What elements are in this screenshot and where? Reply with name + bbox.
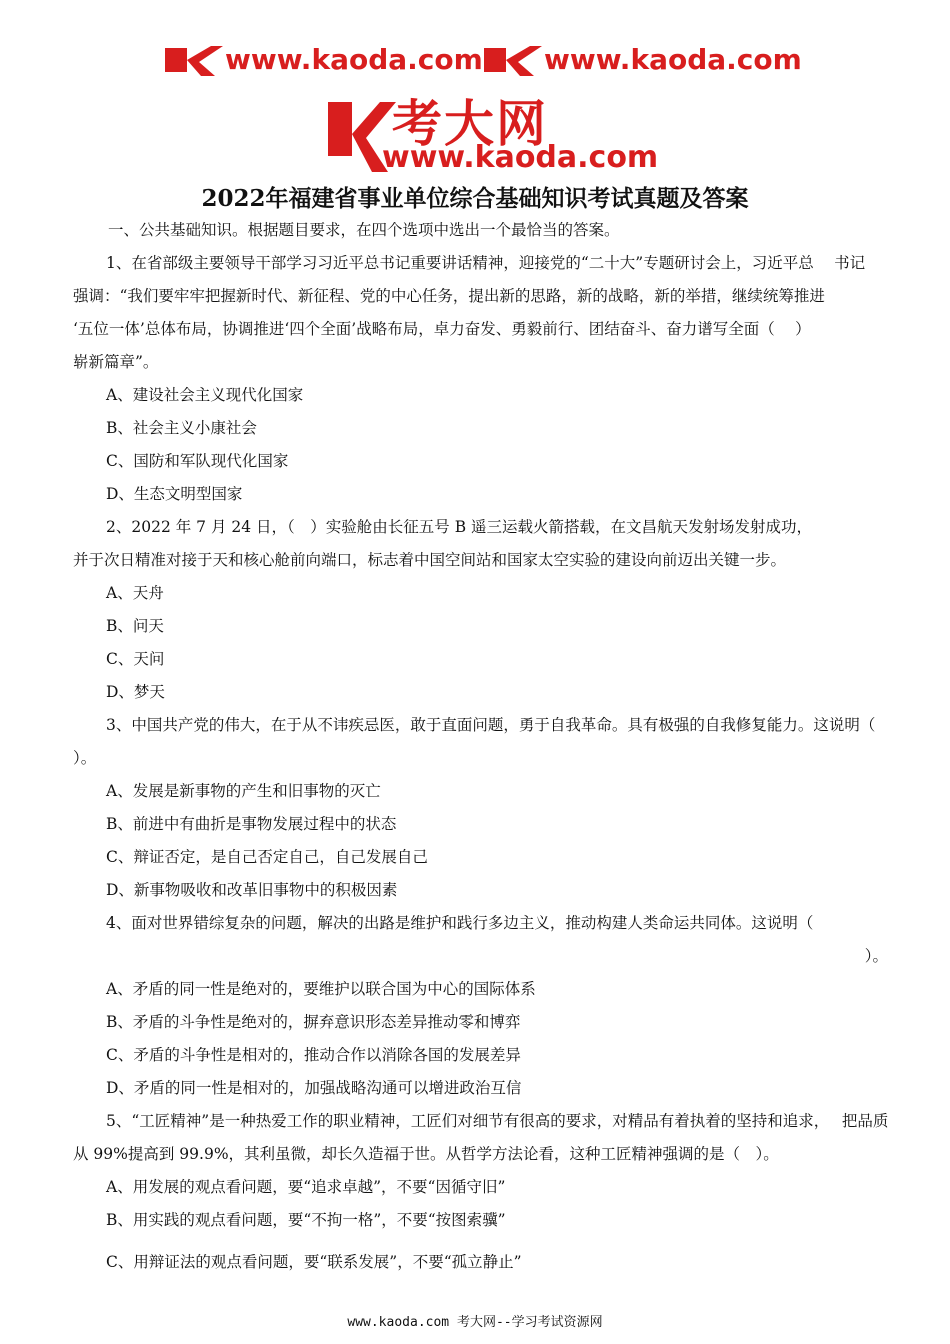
answer-option: C、国防和军队现代化国家 [106,452,289,470]
question-stem-cont: 并于次日精准对接于天和核心舱前向端口，标志着中国空间站和国家太空实验的建设向前迈出关键一步。 [73,551,787,569]
question-stem: 4、面对世界错综复杂的问题，解决的出路是维护和践行多边主义，推动构建人类命运共同体。这说明（ [106,914,814,932]
answer-option: B、问天 [106,617,164,635]
answer-option: C、辩证否定，是自己否定自己，自己发展自己 [106,848,428,866]
question-stem: 2、2022 年 7 月 24 日，（ ）实验舱由长征五号 B 遥三运载火箭搭载，在文昌航天发射场发射成功， [106,518,813,536]
question-stem-cont: 崭新篇章”。 [73,353,159,371]
top-url-left: www.kaoda.com [225,42,483,76]
top-logo-right [484,42,802,76]
answer-option: D、新事物吸收和改革旧事物中的积极因素 [106,881,398,899]
answer-option: D、生态文明型国家 [106,485,243,503]
answer-option: B、社会主义小康社会 [106,419,257,437]
main-url: www.kaoda.com [382,140,659,175]
question-stem-cont: 从 99%提高到 99.9%，其利虽微，却长久造福于世。从哲学方法论看，这种工匠精神强调的是（ ）。 [73,1145,779,1163]
answer-option: A、矛盾的同一性是绝对的，要维护以联合国为中心的国际体系 [106,980,536,998]
top-logo-left [165,42,483,76]
answer-option: C、用辩证法的观点看问题，要“联系发展”，不要“孤立静止” [106,1253,522,1271]
kaoda-k-icon [484,42,542,76]
answer-option: C、矛盾的斗争性是相对的，推动合作以消除各国的发展差异 [106,1046,521,1064]
answer-option: A、建设社会主义现代化国家 [106,386,304,404]
answer-option: D、梦天 [106,683,165,701]
answer-option: B、用实践的观点看问题，要“不拘一格”，不要“按图索骥” [106,1211,506,1229]
section-intro: 一、公共基础知识。根据题目要求，在四个选项中选出一个最恰当的答案。 [108,221,620,239]
question-stem: 5、“工匠精神”是一种热爱工作的职业精神，工匠们对细节有很高的要求，对精品有着执着的坚持和追求， 把品质 [106,1112,889,1130]
question-stem: 1、在省部级主要领导干部学习习近平总书记重要讲话精神，迎接党的“二十大”专题研讨会上，习近平总 书记 [106,254,866,272]
page-title: 2022年福建省事业单位综合基础知识考试真题及答案 [201,185,749,212]
answer-option: A、天舟 [106,584,164,602]
answer-option: C、天问 [106,650,165,668]
page-footer: www.kaoda.com 考大网--学习考试资源网 [347,1315,603,1330]
answer-option: A、用发展的观点看问题，要“追求卓越”，不要“因循守旧” [106,1178,506,1196]
question-stem: 3、中国共产党的伟大，在于从不讳疾忌医，敢于直面问题，勇于自我革命。具有极强的自我修复能力。这说明（ [106,716,876,734]
answer-option: D、矛盾的同一性是相对的，加强战略沟通可以增进政治互信 [106,1079,522,1097]
question-stem-cont: 强调：“我们要牢牢把握新时代、新征程、党的中心任务，提出新的思路，新的战略，新的举措，继续统筹推进 [73,287,825,305]
question-stem-cont: ）。 [73,749,97,767]
answer-option: A、发展是新事物的产生和旧事物的灭亡 [106,782,381,800]
kaoda-k-icon [165,42,223,76]
brand-name: 考大网 [392,95,548,153]
question-stem-cont: ‘五位一体’总体布局，协调推进‘四个全面’战略布局，卓力奋发、勇毅前行、团结奋斗、奋力谱写全面（ ） [73,320,811,338]
answer-option: B、前进中有曲折是事物发展过程中的状态 [106,815,397,833]
top-url-right: www.kaoda.com [544,42,802,76]
main-logo [326,88,659,178]
question-stem-cont: ）。 [864,947,888,965]
answer-option: B、矛盾的斗争性是绝对的，摒弃意识形态差异推动零和博弈 [106,1013,521,1031]
